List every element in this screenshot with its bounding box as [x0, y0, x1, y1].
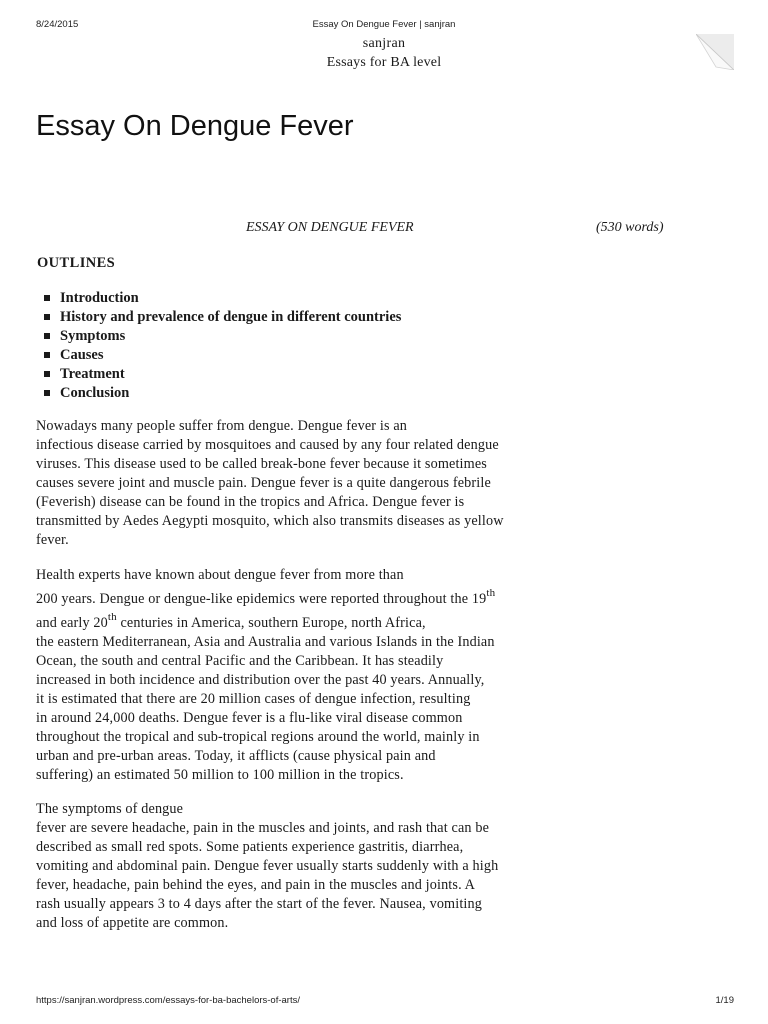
superscript: th — [107, 611, 117, 623]
print-page-title: Essay On Dengue Fever | sanjran — [312, 19, 456, 30]
post-title: Essay On Dengue Fever — [36, 110, 354, 142]
paragraph-line: viruses. This disease used to be called break-bone fever because it sometimes — [36, 456, 487, 472]
paragraph-line: and loss of appetite are common. — [36, 915, 229, 931]
outline-list — [42, 289, 401, 403]
paragraph-line — [36, 609, 636, 633]
site-name[interactable]: sanjran — [362, 36, 406, 51]
paragraph-line: fever are severe headache, pain in the muscles and joints, and rash that can be — [36, 820, 490, 836]
print-url[interactable]: https://sanjran.wordpress.com/essays-for-ba-bachelors-of-arts/ — [36, 995, 300, 1006]
paragraph-line: the eastern Mediterranean, Asia and Australia and various Islands in the Indian — [36, 634, 495, 650]
paragraph-symptoms — [36, 800, 636, 933]
paragraph-line: Health experts have known about dengue fever from more than — [36, 567, 404, 583]
paragraph-line: fever. — [36, 532, 69, 548]
site-tagline: Essays for BA level — [326, 55, 442, 70]
paragraph-line: infectious disease carried by mosquitoes and caused by any four related dengue — [36, 437, 499, 453]
paragraph-line: throughout the tropical and sub-tropical regions around the world, mainly in — [36, 729, 480, 745]
print-date: 8/24/2015 — [36, 19, 79, 30]
paragraph-line: urban and pre-urban areas. Today, it afflicts (cause physical pain and — [36, 748, 436, 764]
paragraph-line — [36, 585, 636, 609]
essay-heading: ESSAY ON DENGUE FEVER — [246, 220, 414, 235]
paragraph-introduction — [36, 417, 636, 550]
outline-item-causes: Causes — [42, 346, 401, 365]
paragraph-line: it is estimated that there are 20 million cases of dengue infection, resulting — [36, 691, 471, 707]
paragraph-line: vomiting and abdominal pain. Dengue fever usually starts suddenly with a high — [36, 858, 499, 874]
paragraph-line: causes severe joint and muscle pain. Dengue fever is a quite dangerous febrile — [36, 475, 491, 491]
superscript: th — [486, 587, 496, 599]
paragraph-line: suffering) an estimated 50 million to 100 million in the tropics. — [36, 767, 404, 783]
paragraph-line: increased in both incidence and distribution over the past 40 years. Annually, — [36, 672, 485, 688]
line-text: centuries in America, southern Europe, north Africa, — [116, 615, 426, 631]
word-count: (530 words) — [596, 220, 664, 235]
paragraph-line: in around 24,000 deaths. Dengue fever is a flu-like viral disease common — [36, 710, 463, 726]
print-page-number: 1/19 — [715, 995, 734, 1006]
paragraph-line: fever, headache, pain behind the eyes, and pain in the muscles and joints. A — [36, 877, 476, 893]
paragraph-line: (Feverish) disease can be found in the tropics and Africa. Dengue fever is — [36, 494, 465, 510]
outline-item-treatment: Treatment — [42, 365, 401, 384]
outline-item-history: History and prevalence of dengue in different countries — [42, 308, 401, 327]
paragraph-line: transmitted by Aedes Aegypti mosquito, which also transmits diseases as yellow — [36, 513, 504, 529]
outline-item-conclusion: Conclusion — [42, 384, 401, 403]
paragraph-line: Nowadays many people suffer from dengue. Dengue fever is an — [36, 418, 408, 434]
paragraph-history — [36, 566, 636, 785]
paragraph-line: rash usually appears 3 to 4 days after the start of the fever. Nausea, vomiting — [36, 896, 483, 912]
paragraph-line: described as small red spots. Some patients experience gastritis, diarrhea, — [36, 839, 464, 855]
outlines-heading: OUTLINES — [37, 255, 116, 271]
line-text: and early 20 — [36, 615, 108, 631]
paragraph-line: Ocean, the south and central Pacific and the Caribbean. It has steadily — [36, 653, 444, 669]
outline-item-introduction: Introduction — [42, 289, 401, 308]
line-text: 200 years. Dengue or dengue-like epidemics were reported throughout the 19 — [36, 591, 487, 607]
paragraph-line: The symptoms of dengue — [36, 801, 184, 817]
outline-item-symptoms: Symptoms — [42, 327, 401, 346]
